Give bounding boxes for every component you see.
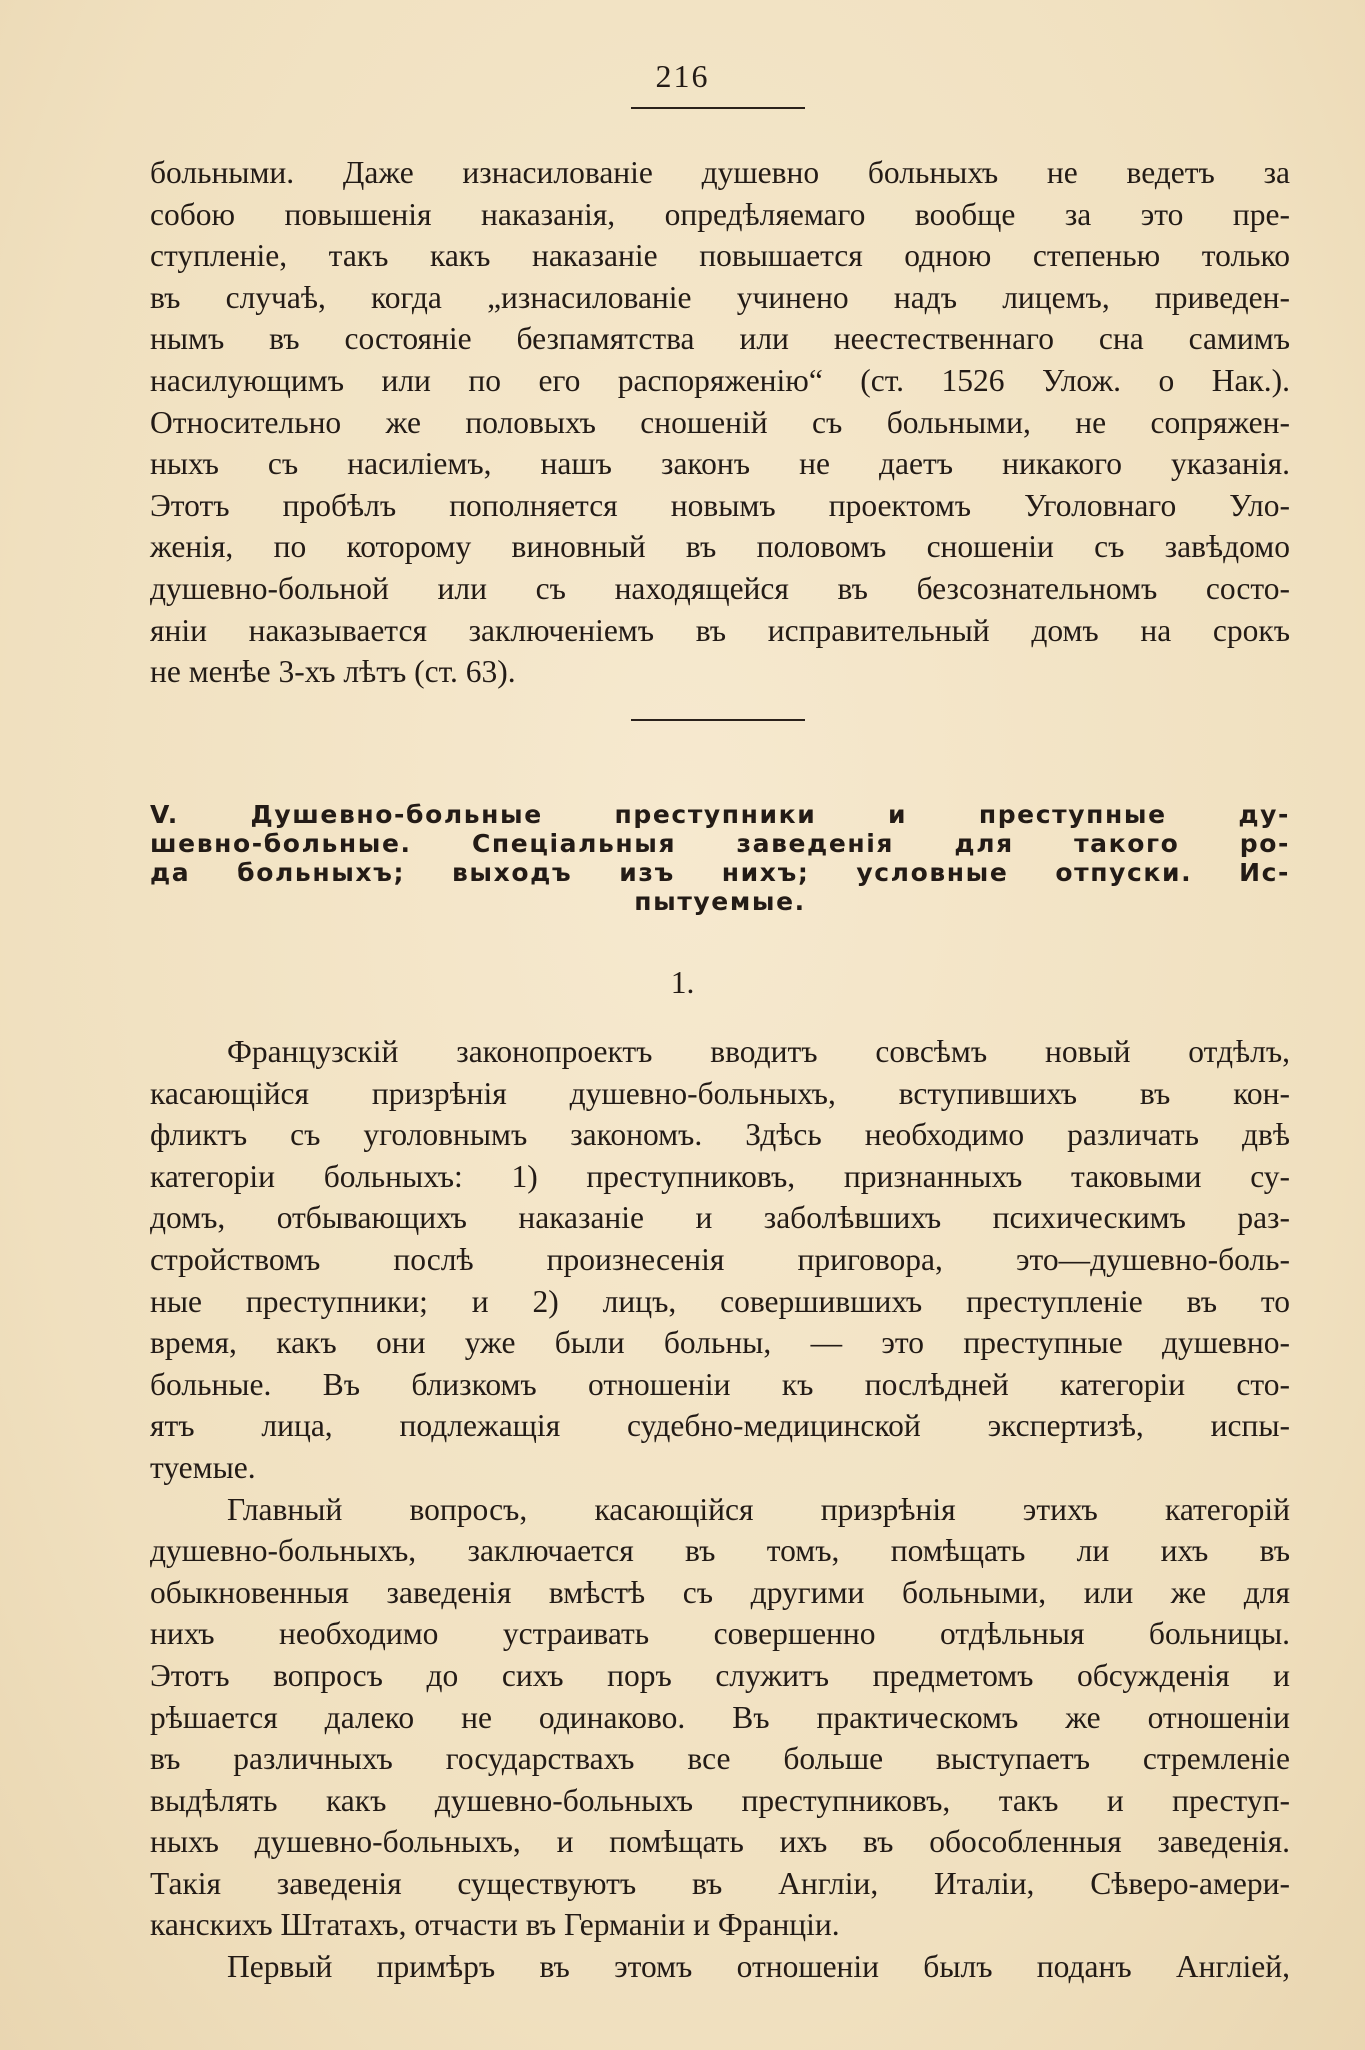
text-line: фликтъ съ уголовнымъ закономъ. Здѣсь необходимо различать двѣ <box>150 1117 1290 1153</box>
header-rule <box>631 107 805 109</box>
text-line: туемые. <box>150 1449 256 1485</box>
text-line: Этотъ вопросъ до сихъ поръ служитъ предметомъ обсужденія и <box>150 1657 1290 1693</box>
text-line: Относительно же половыхъ сношеній съ больными, не сопряжен- <box>150 404 1290 440</box>
text-line: женія, по которому виновный въ половомъ сношеніи съ завѣдомо <box>150 529 1290 565</box>
text-line: нихъ необходимо устраивать совершенно отдѣльныя больницы. <box>150 1616 1290 1652</box>
text-line: душевно-больной или съ находящейся въ безсознательномъ состо- <box>150 570 1290 606</box>
text-line: Французскій законопроектъ вводитъ совсѣмъ новый отдѣлъ, <box>227 1034 1290 1069</box>
text-line: Первый примѣръ въ этомъ отношеніи былъ поданъ Англіей, <box>227 1949 1290 1985</box>
text-line: не менѣе 3-хъ лѣтъ (ст. 63). <box>150 654 516 690</box>
section-divider <box>631 719 805 721</box>
heading-line: да больныхъ; выходъ изъ нихъ; условные отпуски. Ис- <box>150 858 1290 887</box>
text-line: домъ, отбывающихъ наказаніе и заболѣвшихъ психическимъ раз- <box>150 1200 1290 1236</box>
text-line: яніи наказывается заключеніемъ въ исправительный домъ на срокъ <box>150 612 1290 648</box>
text-line: душевно-больныхъ, заключается въ томъ, помѣщать ли ихъ въ <box>150 1533 1290 1569</box>
text-line: въ случаѣ, когда „изнасилованіе учинено надъ лицемъ, приведен- <box>150 279 1290 315</box>
text-line: канскихъ Штатахъ, отчасти въ Германіи и Франціи. <box>150 1907 840 1943</box>
section-number: 1. <box>670 965 695 1000</box>
heading-line: шевно-больные. Спеціальныя заведенія для такого ро- <box>150 829 1290 858</box>
text-line: больными. Даже изнасилованіе душевно больныхъ не ведетъ за <box>150 155 1290 190</box>
text-line: ныхъ съ насиліемъ, нашъ законъ не даетъ никакого указанія. <box>150 446 1290 482</box>
text-line: касающійся призрѣнія душевно-больныхъ, вступившихъ въ кон- <box>150 1075 1290 1111</box>
text-line: выдѣлять какъ душевно-больныхъ преступниковъ, такъ и преступ- <box>150 1782 1290 1818</box>
text-line: Главный вопросъ, касающійся призрѣнія этихъ категорій <box>227 1491 1290 1527</box>
text-line: стройствомъ послѣ произнесенія приговора, это—душевно-боль- <box>150 1241 1290 1277</box>
text-line: ныхъ душевно-больныхъ, и помѣщать ихъ въ обособленныя заведенія. <box>150 1824 1290 1860</box>
top-paragraph <box>150 152 1290 693</box>
text-line: обыкновенныя заведенія вмѣстѣ съ другими больными, или же для <box>150 1574 1290 1610</box>
text-line: Такія заведенія существуютъ въ Англіи, Италіи, Сѣверо-амери- <box>150 1865 1290 1901</box>
text-line: больные. Въ близкомъ отношеніи къ послѣдней категоріи сто- <box>150 1366 1290 1402</box>
section-heading <box>150 800 1290 916</box>
text-line: собою повышенія наказанія, опредѣляемаго вообще за это пре- <box>150 196 1290 232</box>
main-text <box>150 1031 1290 1988</box>
text-line: Этотъ пробѣлъ пополняется новымъ проектомъ Уголовнаго Уло- <box>150 487 1290 523</box>
text-line: въ различныхъ государствахъ все больше выступаетъ стремленіе <box>150 1741 1290 1777</box>
text-line: ятъ лица, подлежащія судебно-медицинской экспертизѣ, испы- <box>150 1408 1290 1444</box>
text-line: время, какъ они уже были больны, — это преступные душевно- <box>150 1325 1290 1361</box>
text-line: нымъ въ состояніе безпамятства или неестественнаго сна самимъ <box>150 321 1290 357</box>
heading-line: пытуемые. <box>634 887 806 916</box>
page-number: 216 <box>655 58 710 94</box>
text-line: ные преступники; и 2) лицъ, совершившихъ преступленіе въ то <box>150 1283 1290 1319</box>
text-line: насилующимъ или по его распоряженію“ (ст. 1526 Улож. о Нак.). <box>150 362 1290 398</box>
text-line: ступленіе, такъ какъ наказаніе повышается одною степенью только <box>150 238 1290 274</box>
text-line: рѣшается далеко не одинаково. Въ практическомъ же отношеніи <box>150 1699 1290 1735</box>
text-line: категоріи больныхъ: 1) преступниковъ, признанныхъ таковыми су- <box>150 1158 1290 1194</box>
heading-line: V. Душевно-больные преступники и преступные ду- <box>150 800 1290 829</box>
